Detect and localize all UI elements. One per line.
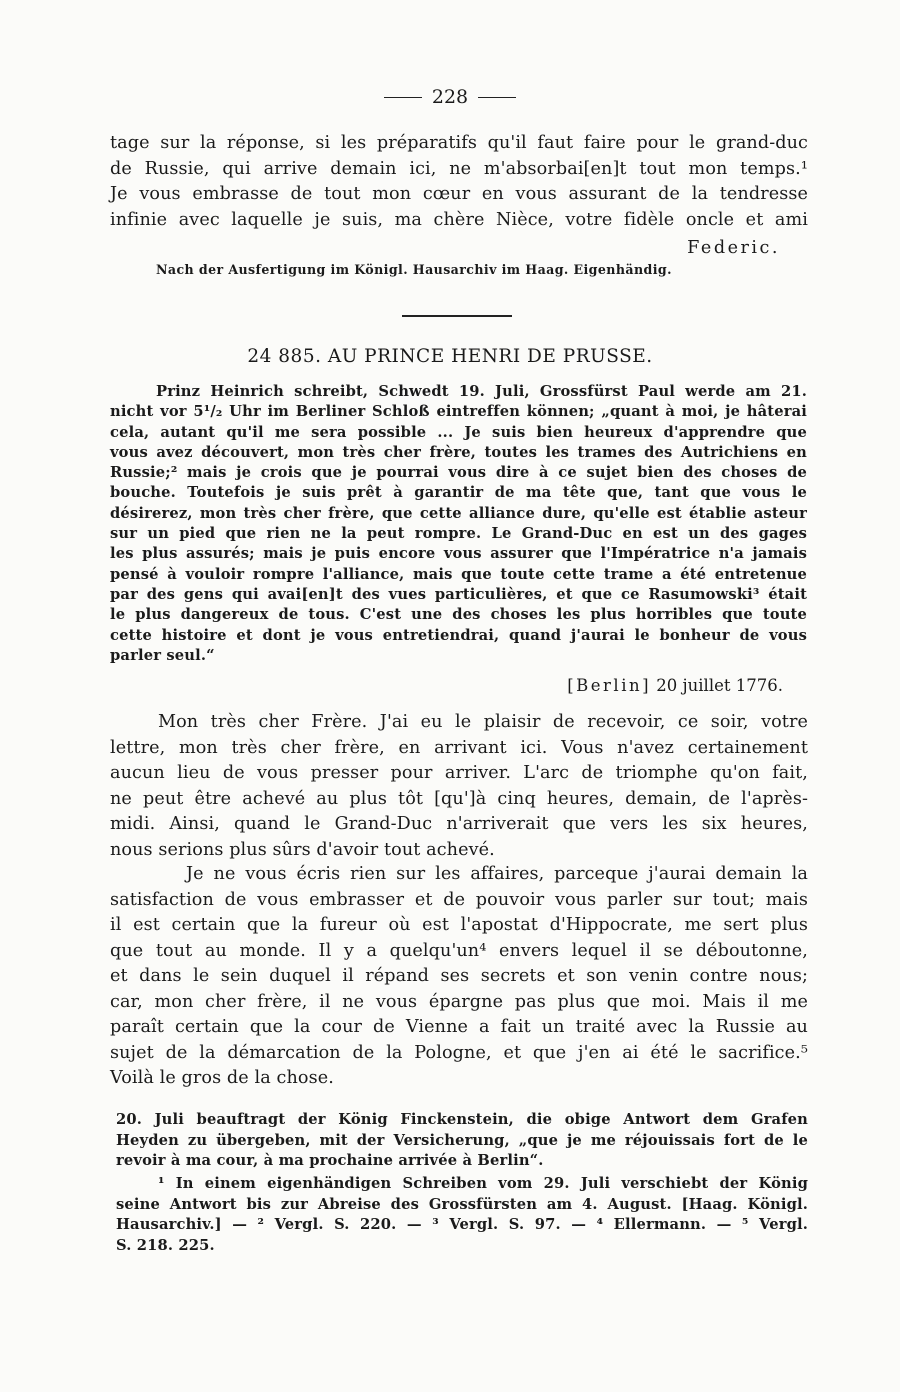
top-paragraph [110, 131, 808, 233]
letter-line: car, mon cher frère, il ne vous épargne pas plus que moi. Mais il me [110, 991, 808, 1012]
letter-line: nous serions plus sûrs d'avoir tout achevé. [110, 839, 495, 860]
summary-line: Russie;² mais je crois que je pourrai vous dire à ce sujet bien des choses de [110, 464, 807, 482]
summary-line: cette histoire et dont je vous entretiendrai, quand j'aurai le bonheur de vous [110, 626, 807, 644]
letter-line: aucun lieu de vous presser pour arriver. L'arc de triomphe qu'on fait, [110, 763, 808, 783]
letter-line: Mon très cher Frère. J'ai eu le plaisir de recevoir, ce soir, votre [158, 712, 808, 732]
summary-line: Prinz Heinrich schreibt, Schwedt 19. Juli, Grossfürst Paul werde am 21. [156, 383, 807, 400]
letter-line: sujet de la démarcation de la Pologne, et que j'en ai été le sacrifice.⁵ [110, 1042, 808, 1063]
letter-line: satisfaction de vous embrasser et de pouvoir vous parler sur tout; mais [110, 889, 808, 910]
letter-line: lettre, mon très cher frère, en arrivant ici. Vous n'avez certainement [110, 737, 808, 758]
source-note: Nach der Ausfertigung im Königl. Hausarchiv im Haag. Eigenhändig. [156, 262, 672, 277]
summary-line: bouche. Toutefois je suis prêt à garantir de ma tête que, tant que vous le [110, 484, 807, 502]
summary-line: le plus dangereux de tous. C'est une des choses les plus horribles que toute [110, 606, 807, 624]
summary-line: par des gens qui avai[en]t des vues particulières, et que ce Rasumowski³ était [110, 585, 807, 603]
summary-line: sur un pied que rien ne la peut rompre. Le Grand-Duc en est un des gages [110, 525, 807, 543]
letter-line: il est certain que la fureur où est l'apostat d'Hippocrate, me sert plus [110, 915, 808, 935]
letter-paragraph-1 [110, 710, 808, 863]
footnote-line: Hausarchiv.] — ² Vergl. S. 220. — ³ Vergl. S. 97. — ⁴ Ellermann. — ⁵ Vergl. [116, 1216, 808, 1233]
summary-line: parler seul.“ [110, 646, 215, 664]
dateline-date: 20 juillet 1776. [656, 676, 783, 695]
summary-paragraph [110, 382, 807, 666]
summary-line: les plus assurés; mais je puis encore vous assurer que l'Impératrice n'a jamais [110, 545, 807, 563]
page-header [0, 86, 900, 108]
summary-line: cela, autant qu'il me sera possible ... Je suis bien heureux d'apprendre que [110, 423, 807, 441]
footnotes [116, 1174, 808, 1256]
note-line: Heyden zu übergeben, mit der Versicherung, „que je me réjouissais fort de le [116, 1131, 808, 1149]
note-line: 20. Juli beauftragt der König Finckenstein, die obige Antwort dem Grafen [116, 1111, 808, 1128]
footnote-line: S. 218. 225. [116, 1236, 215, 1254]
letter-heading: 24 885. AU PRINCE HENRI DE PRUSSE. [247, 346, 653, 367]
page-number: 228 [431, 86, 469, 108]
signature: Federic. [687, 238, 780, 258]
note-line: revoir à ma cour, à ma prochaine arrivée à Berlin“. [116, 1152, 544, 1169]
summary-line: pensé à vouloir rompre l'alliance, mais que toute cette trame a été entretenue [110, 565, 807, 583]
footnote-line: seine Antwort bis zur Abreise des Grossfürsten am 4. August. [Haag. Königl. [116, 1195, 808, 1213]
dateline-place: [Berlin] [567, 676, 652, 695]
text-line: de Russie, qui arrive demain ici, ne m'absorbai[en]t tout mon temps.¹ [110, 158, 808, 179]
section-divider [402, 315, 512, 317]
header-dash-left [384, 97, 422, 98]
letter-line: ne peut être achevé au plus tôt [qu']à cinq heures, demain, de l'après- [110, 788, 808, 809]
text-line: Je vous embrasse de tout mon cœur en vous assurant de la tendresse [110, 184, 808, 204]
letter-line: et dans le sein duquel il répand ses secrets et son venin contre nous; [110, 966, 808, 986]
footnote-line: ¹ In einem eigenhändigen Schreiben vom 29. Juli verschiebt der König [158, 1175, 808, 1192]
letter-line: paraît certain que la cour de Vienne a fait un traité avec la Russie au [110, 1017, 808, 1037]
letter-line: Je ne vous écris rien sur les affaires, parceque j'aurai demain la [186, 864, 808, 884]
header-dash-right [478, 97, 516, 98]
dateline [110, 676, 783, 695]
letter-line: que tout au monde. Il y a quelqu'un⁴ envers lequel il se déboutonne, [110, 940, 808, 961]
text-line: tage sur la réponse, si les préparatifs qu'il faut faire pour le grand-duc [110, 133, 808, 153]
summary-line: désirerez, mon très cher frère, que cette alliance dure, qu'elle est établie asteur [110, 504, 807, 522]
summary-line: vous avez découvert, mon très cher frère, toutes les trames des Autrichiens en [110, 443, 807, 461]
text-line: infinie avec laquelle je suis, ma chère Nièce, votre fidèle oncle et ami [110, 209, 808, 230]
letter-paragraph-2 [110, 862, 808, 1092]
postscript-note [116, 1110, 808, 1172]
letter-line: Voilà le gros de la chose. [110, 1068, 334, 1088]
summary-line: nicht vor 5¹/₂ Uhr im Berliner Schloß eintreffen können; „quant à moi, je hâterai [110, 403, 807, 421]
letter-line: midi. Ainsi, quand le Grand-Duc n'arriverait que vers les six heures, [110, 814, 808, 834]
